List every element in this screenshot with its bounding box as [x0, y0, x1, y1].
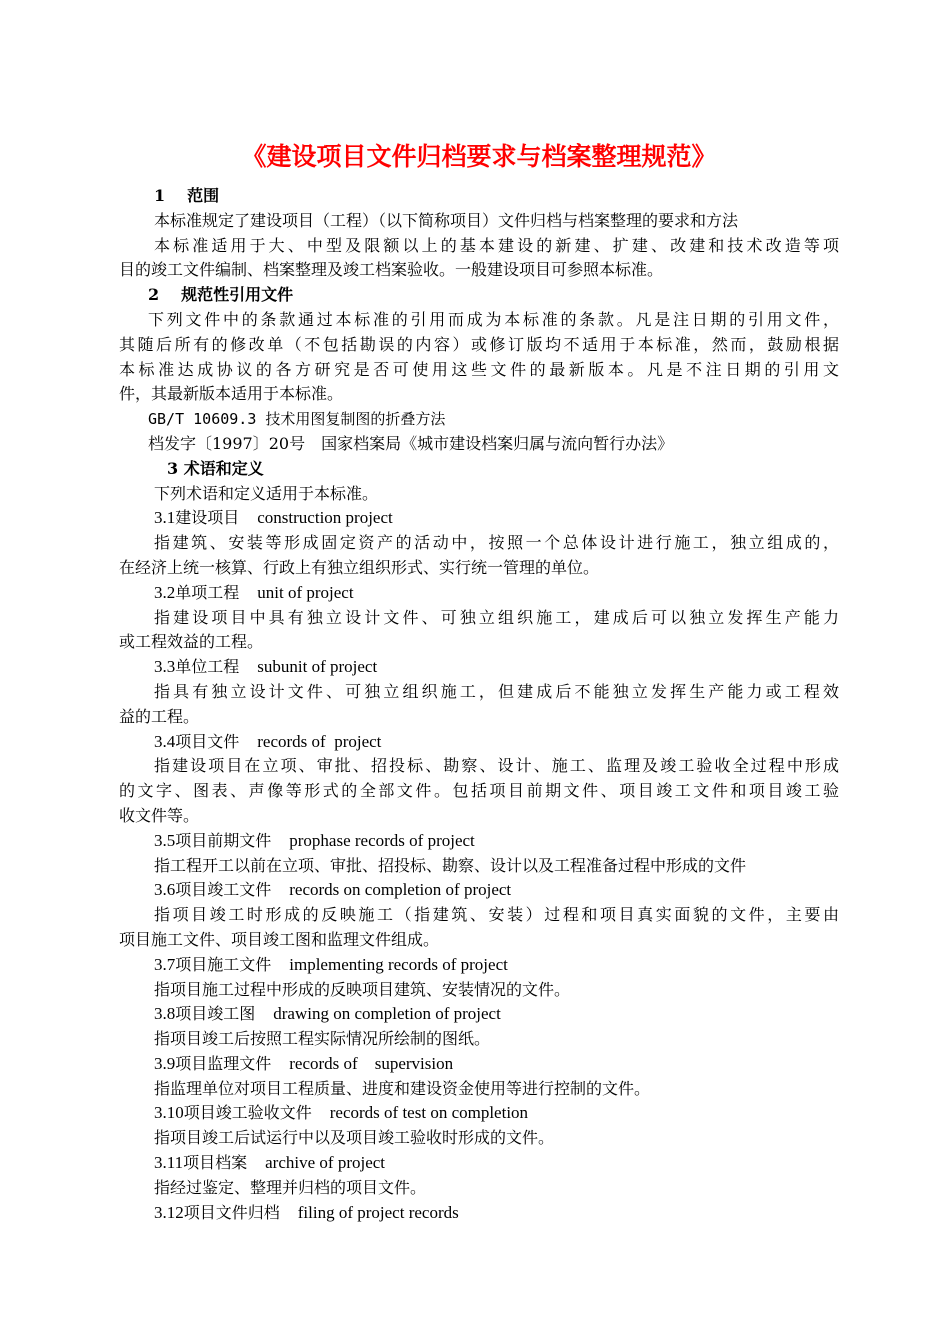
term-chinese: 项目监理文件	[175, 1053, 272, 1073]
term-english: records of project	[257, 731, 382, 751]
term-number: 3.10	[154, 1103, 184, 1123]
term-number: 3.7	[154, 954, 176, 974]
section-1-heading	[119, 184, 839, 209]
term-english: drawing on completion of project	[273, 1004, 501, 1024]
term-english: implementing records of project	[289, 954, 508, 974]
term-heading	[119, 878, 839, 903]
term-heading	[119, 655, 839, 680]
term-heading	[119, 829, 839, 854]
section-2-line-2: 其随后所有的修改单（不包括勘误的内容）或修订版均不适用于本标准，然而，鼓励根据	[119, 334, 839, 354]
term-number: 3.8	[154, 1004, 176, 1024]
term-definition-line: 指经过鉴定、整理并归档的项目文件。	[154, 1177, 427, 1197]
section-1-paragraph-2-line-2: 目的竣工文件编制、档案整理及竣工档案验收。一般建设项目可参照本标准。	[119, 260, 664, 280]
term-heading	[119, 730, 839, 755]
term-number: 3.3	[154, 657, 176, 677]
term-heading	[119, 1151, 839, 1176]
term-definition-line: 项目施工文件、项目竣工图和监理文件组成。	[119, 929, 440, 949]
term-chinese: 建设项目	[175, 508, 240, 528]
section-2-heading	[119, 283, 839, 308]
section-2-line-1: 下列文件中的条款通过本标准的引用而成为本标准的条款。凡是注日期的引用文件，	[148, 309, 839, 329]
term-heading	[119, 1002, 839, 1027]
term-heading	[119, 1201, 839, 1226]
term-chinese: 项目施工文件	[175, 954, 272, 974]
section-3-heading: 3 术语和定义	[167, 458, 264, 478]
term-definition-line: 指项目竣工后试运行中以及项目竣工验收时形成的文件。	[154, 1128, 555, 1148]
section-2-line-4: 件，其最新版本适用于本标准。	[119, 384, 344, 404]
term-english: construction project	[257, 508, 393, 528]
section-2-reference-2: 档发字〔1997〕20号 国家档案局《城市建设档案归属与流向暂行办法》	[148, 433, 674, 453]
term-chinese: 项目文件	[175, 731, 240, 751]
section-2-number: 2	[148, 285, 160, 305]
term-definition-line: 指工程开工以前在立项、审批、招投标、勘察、设计以及工程准备过程中形成的文件	[154, 855, 747, 875]
section-1-title: 范围	[187, 186, 220, 205]
term-english: filing of project records	[297, 1202, 459, 1222]
document-title: 《建设项目文件归档要求与档案整理规范》	[241, 142, 717, 171]
term-number: 3.1	[154, 508, 176, 528]
term-number: 3.5	[154, 830, 176, 850]
term-chinese: 单项工程	[175, 582, 240, 602]
term-definition-line: 指具有独立设计文件、可独立组织施工，但建成后不能独立发挥生产能力或工程效	[154, 681, 839, 701]
term-heading	[119, 581, 839, 606]
term-number: 3.6	[154, 880, 176, 900]
term-number: 3.11	[154, 1153, 184, 1173]
section-2-reference-1: GB/T 10609.3 技术用图复制图的折叠方法	[148, 410, 446, 429]
term-heading	[119, 953, 839, 978]
term-english: subunit of project	[257, 657, 378, 677]
term-definition-line: 指建设项目中具有独立设计文件、可独立组织施工，建成后可以独立发挥生产能力	[154, 607, 839, 627]
term-definition-line: 指监理单位对项目工程质量、进度和建设资金使用等进行控制的文件。	[154, 1078, 651, 1098]
term-definition-line: 指项目竣工后按照工程实际情况所绘制的图纸。	[154, 1029, 491, 1049]
terms-list	[119, 506, 839, 1225]
term-definition-line: 益的工程。	[119, 706, 200, 726]
section-1-number: 1	[154, 186, 166, 205]
term-definition-line: 在经济上统一核算、行政上有独立组织形式、实行统一管理的单位。	[119, 557, 600, 577]
term-chinese: 项目档案	[183, 1153, 248, 1173]
term-english: unit of project	[257, 582, 354, 602]
term-heading	[119, 1101, 839, 1126]
term-definition-line: 指项目施工过程中形成的反映项目建筑、安装情况的文件。	[154, 979, 571, 999]
section-2-title: 规范性引用文件	[181, 285, 294, 305]
term-number: 3.9	[154, 1053, 176, 1073]
term-chinese: 项目竣工文件	[175, 880, 272, 900]
term-chinese: 项目竣工图	[175, 1004, 256, 1024]
term-definition-line: 指建设项目在立项、审批、招投标、勘察、设计、施工、监理及竣工验收全过程中形成	[154, 756, 839, 776]
term-chinese: 项目前期文件	[175, 830, 272, 850]
term-number: 3.4	[154, 731, 176, 751]
term-english: prophase records of project	[289, 830, 475, 850]
term-number: 3.2	[154, 582, 176, 602]
section-1-paragraph-2-line-1: 本标准适用于大、中型及限额以上的基本建设的新建、扩建、改建和技术改造等项	[154, 235, 839, 255]
term-english: records on completion of project	[289, 880, 512, 900]
term-heading	[119, 506, 839, 531]
section-1-paragraph-1: 本标准规定了建设项目（工程）（以下简称项目）文件归档与档案整理的要求和方法	[154, 210, 739, 230]
term-definition-line: 指建筑、安装等形成固定资产的活动中，按照一个总体设计进行施工，独立组成的，	[154, 533, 839, 553]
term-heading	[119, 1052, 839, 1077]
term-definition-line: 收文件等。	[119, 805, 200, 825]
document-page	[119, 140, 839, 1225]
term-definition-line: 的文字、图表、声像等形式的全部文件。包括项目前期文件、项目竣工文件和项目竣工验	[119, 781, 839, 801]
term-chinese: 项目竣工验收文件	[183, 1103, 312, 1123]
section-2-line-3: 本标准达成协议的各方研究是否可使用这些文件的最新版本。凡是不注日期的引用文	[119, 359, 839, 379]
term-english: records of supervision	[289, 1053, 454, 1073]
term-chinese: 项目文件归档	[183, 1202, 280, 1222]
term-definition-line: 或工程效益的工程。	[119, 632, 264, 652]
term-english: records of test on completion	[329, 1103, 529, 1123]
term-number: 3.12	[154, 1202, 184, 1222]
term-definition-line: 指项目竣工时形成的反映施工（指建筑、安装）过程和项目真实面貌的文件，主要由	[154, 905, 839, 925]
term-chinese: 单位工程	[175, 657, 240, 677]
section-3-intro: 下列术语和定义适用于本标准。	[154, 483, 379, 503]
term-english: archive of project	[265, 1153, 386, 1173]
